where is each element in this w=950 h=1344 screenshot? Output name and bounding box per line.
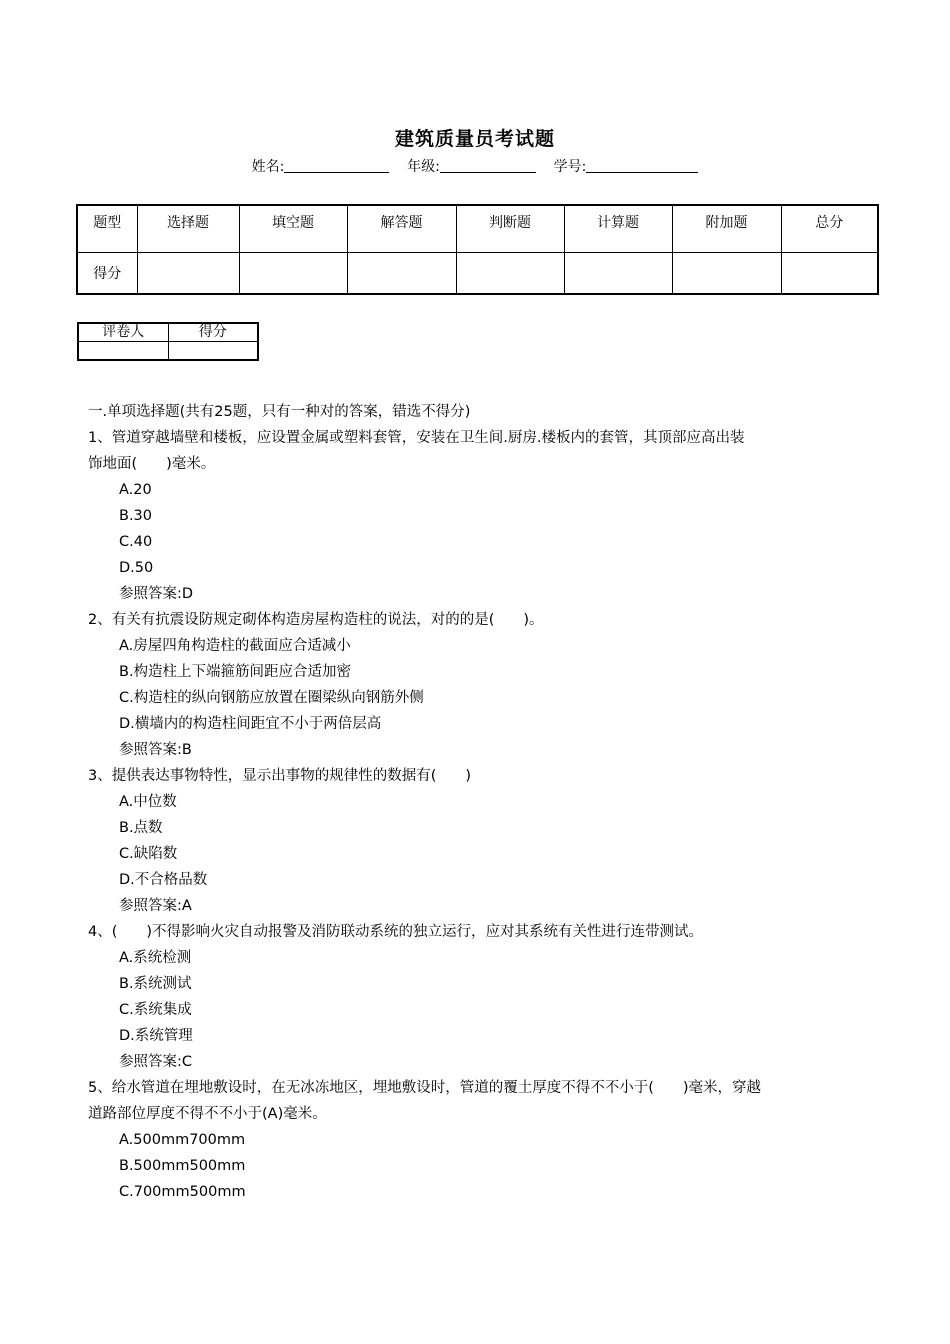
question-text: 4、( )不得影响火灾自动报警及消防联动系统的独立运行，应对其系统有关性进行连带测试。 <box>88 924 704 940</box>
option: D.50 <box>119 560 154 576</box>
id-field[interactable] <box>586 158 698 173</box>
score-cell[interactable] <box>137 253 239 295</box>
option: A.系统检测 <box>119 950 192 966</box>
header-cell: 判断题 <box>456 205 564 253</box>
option: B.点数 <box>119 820 163 836</box>
marker-header: 评卷人 <box>78 323 168 342</box>
option: D.横墙内的构造柱间距宜不小于两倍层高 <box>119 716 382 732</box>
question-text: 3、提供表达事物特性，显示出事物的规律性的数据有( ) <box>88 768 472 784</box>
student-info <box>0 156 950 176</box>
question-text: 道路部位厚度不得不不小于(A)毫米。 <box>88 1106 327 1122</box>
option: C.40 <box>119 534 153 550</box>
question-3 <box>88 763 868 919</box>
header-cell: 总分 <box>781 205 878 253</box>
question-text: 5、给水管道在埋地敷设时，在无冰冻地区，埋地敷设时，管道的覆土厚度不得不不小于( )毫米，穿越 <box>88 1080 762 1096</box>
option: C.缺陷数 <box>119 846 178 862</box>
option: B.构造柱上下端箍筋间距应合适加密 <box>119 664 352 680</box>
score-table-header-row <box>77 205 878 253</box>
score-cell[interactable] <box>456 253 564 295</box>
answer: 参照答案:B <box>119 742 192 758</box>
marker-table <box>77 322 259 361</box>
question-content <box>88 399 868 1205</box>
marker-cell[interactable] <box>78 342 168 361</box>
answer: 参照答案:A <box>119 898 192 914</box>
score-row-label: 得分 <box>77 253 137 295</box>
score-cell[interactable] <box>564 253 672 295</box>
header-cell: 选择题 <box>137 205 239 253</box>
name-field[interactable] <box>284 158 389 173</box>
score-cell[interactable] <box>239 253 347 295</box>
score-cell[interactable] <box>672 253 781 295</box>
question-5 <box>88 1075 868 1205</box>
header-cell: 附加题 <box>672 205 781 253</box>
id-label: 学号: <box>553 159 587 175</box>
option: D.不合格品数 <box>119 872 208 888</box>
header-cell: 题型 <box>77 205 137 253</box>
header-cell: 解答题 <box>347 205 456 253</box>
grade-label: 年级: <box>407 159 440 175</box>
grade-field[interactable] <box>440 158 536 173</box>
option: A.中位数 <box>119 794 177 810</box>
name-label: 姓名: <box>251 159 285 175</box>
option: B.系统测试 <box>119 976 192 992</box>
answer: 参照答案:C <box>119 1054 193 1070</box>
header-cell: 填空题 <box>239 205 347 253</box>
header-cell: 计算题 <box>564 205 672 253</box>
question-1 <box>88 425 868 607</box>
option: A.500mm700mm <box>119 1132 246 1148</box>
option: C.700mm500mm <box>119 1184 246 1200</box>
score-table <box>76 204 879 295</box>
option: B.500mm500mm <box>119 1158 246 1174</box>
option: C.系统集成 <box>119 1002 192 1018</box>
score-table-score-row <box>77 253 878 295</box>
question-text: 2、有关有抗震设防规定砌体构造房屋构造柱的说法，对的的是( )。 <box>88 612 544 628</box>
question-4 <box>88 919 868 1075</box>
question-text: 饰地面( )毫米。 <box>88 456 216 472</box>
option: D.系统管理 <box>119 1028 193 1044</box>
option: C.构造柱的纵向钢筋应放置在圈梁纵向钢筋外侧 <box>119 690 424 706</box>
answer: 参照答案:D <box>119 586 194 602</box>
marker-score-header: 得分 <box>168 323 258 342</box>
section-title: 一.单项选择题(共有25题，只有一种对的答案，错选不得分) <box>88 404 471 420</box>
page-title: 建筑质量员考试题 <box>394 128 555 150</box>
option: B.30 <box>119 508 153 524</box>
question-2 <box>88 607 868 763</box>
question-text: 1、管道穿越墙壁和楼板，应设置金属或塑料套管，安装在卫生间.厨房.楼板内的套管，其顶部应高出装 <box>88 430 745 446</box>
score-cell[interactable] <box>781 253 878 295</box>
marker-score-cell[interactable] <box>168 342 258 361</box>
option: A.房屋四角构造柱的截面应合适减小 <box>119 638 351 654</box>
score-cell[interactable] <box>347 253 456 295</box>
option: A.20 <box>119 482 152 498</box>
